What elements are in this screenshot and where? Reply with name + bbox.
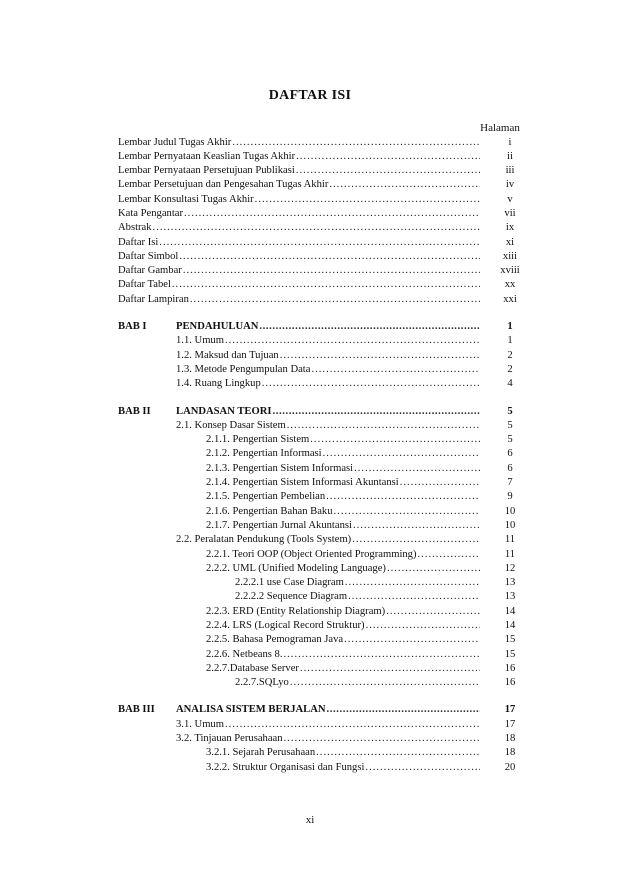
toc-entry-title-line [206, 447, 480, 461]
toc-entry [0, 505, 620, 519]
dot-leader [334, 505, 480, 519]
toc-page-number: iv [505, 179, 515, 191]
toc-entry-title: 2.2.2. UML (Unified Modeling Language) [206, 562, 386, 574]
toc-entry-title-line [176, 334, 480, 348]
toc-page-number: 18 [504, 747, 516, 759]
toc-entry-title-line [118, 150, 480, 164]
toc-page-number: 14 [504, 605, 516, 617]
toc-entry-title: 3.1. Umum [176, 718, 224, 730]
dot-leader [310, 433, 480, 447]
chapter-number: BAB II [118, 405, 151, 417]
toc-page-number: 10 [504, 505, 516, 517]
dot-leader [280, 349, 480, 363]
toc-page-number: 10 [504, 519, 516, 531]
toc-entry [0, 605, 620, 619]
toc-entry-title-line [176, 363, 480, 377]
dot-leader [190, 293, 480, 307]
dot-leader [329, 178, 480, 192]
toc-entry-title-line [206, 605, 480, 619]
toc-entry [0, 363, 620, 377]
toc-entry-title: 3.2.1. Sejarah Perusahaan [206, 747, 316, 759]
toc-entry-title: 3.2.2. Struktur Organisasi dan Fungsi [206, 761, 365, 773]
page-column-header: Halaman [480, 122, 520, 134]
toc-entry [0, 419, 620, 433]
toc-entry-title: 2.1.3. Pengertian Sistem Informasi [206, 462, 354, 474]
dot-leader [296, 164, 480, 178]
toc-entry-title-line [206, 619, 480, 633]
toc-entry [0, 377, 620, 391]
toc-entry-title: Daftar Isi [118, 236, 159, 248]
toc-page-number: xviii [500, 265, 520, 277]
toc-entry [0, 136, 620, 150]
toc-entry-title: 2.1.2. Pengertian Informasi [206, 448, 322, 460]
toc-entry-title: PENDAHULUAN [176, 321, 259, 333]
toc-entry [0, 590, 620, 604]
toc-entry-title: ANALISA SISTEM BERJALAN [176, 704, 326, 716]
dot-leader [345, 576, 480, 590]
toc-entry-title: LANDASAN TEORI [176, 405, 272, 417]
dot-leader [327, 703, 480, 717]
toc-entry-title-line [118, 250, 480, 264]
toc-entry [0, 476, 620, 490]
toc-entry [0, 548, 620, 562]
toc-entry-title: 2.2.1. Teori OOP (Object Oriented Programming) [206, 548, 417, 560]
toc-page-number: 16 [504, 662, 516, 674]
toc-page-number: 15 [504, 648, 516, 660]
toc-entry [0, 150, 620, 164]
dot-leader [311, 363, 480, 377]
toc-entry-title-line [176, 732, 480, 746]
toc-entry-title-line [206, 761, 480, 775]
toc-entry-title: 2.2.2.2 Sequence Diagram [235, 591, 348, 603]
toc-page-number: iii [505, 165, 515, 177]
dot-leader [284, 732, 480, 746]
toc-entry-title: Daftar Tabel [118, 279, 171, 291]
dot-leader [290, 676, 480, 690]
toc-page-number: 18 [504, 733, 516, 745]
toc-page-number: 11 [504, 548, 516, 560]
toc-entry-title-line [206, 633, 480, 647]
toc-entry-title-line [206, 648, 480, 662]
chapter-heading [0, 703, 620, 717]
dot-leader [272, 405, 480, 419]
page-number: xi [305, 814, 315, 826]
dot-leader [262, 377, 480, 391]
toc-entry-title-line [235, 676, 480, 690]
toc-entry-title: Daftar Gambar [118, 265, 182, 277]
toc-entry-title: 2.2.4. LRS (Logical Record Struktur) [206, 620, 365, 631]
toc-entry-title: Lembar Konsultasi Tugas Akhir [118, 193, 254, 205]
toc-entry [0, 349, 620, 363]
dot-leader [225, 718, 480, 732]
toc-entry-title: 1.4. Ruang Lingkup [176, 378, 261, 390]
toc-entry [0, 533, 620, 547]
toc-entry-title-line [176, 320, 480, 334]
toc-entry-title-line [176, 718, 480, 732]
toc-entry [0, 236, 620, 250]
toc-entry [0, 562, 620, 576]
dot-leader [348, 590, 480, 604]
toc-entry-title: Lembar Persetujuan dan Pengesahan Tugas Akhir [118, 179, 329, 191]
dot-leader [386, 605, 480, 619]
chapter-heading [0, 320, 620, 334]
toc-entry-title: 2.1. Konsep Dasar Sistem [176, 419, 286, 431]
toc-entry-title-line [118, 236, 480, 250]
dot-leader [387, 562, 480, 576]
toc-entry [0, 193, 620, 207]
toc-entry-title-line [118, 178, 480, 192]
dot-leader [418, 548, 480, 562]
section-spacer [0, 307, 620, 320]
toc-entry-title: 2.2. Peralatan Pendukung (Tools System) [176, 534, 352, 546]
dot-leader [296, 150, 480, 164]
toc-entry-title-line [118, 264, 480, 278]
toc-page-number: 5 [507, 434, 513, 446]
toc-entry-title-line [206, 519, 480, 533]
toc-entry [0, 490, 620, 504]
dot-leader [400, 476, 480, 490]
toc-page-number: xiii [502, 250, 518, 262]
toc-entry [0, 662, 620, 676]
toc-entry-title-line [206, 662, 480, 676]
toc-entry [0, 633, 620, 647]
toc-entry [0, 676, 620, 690]
toc-entry [0, 519, 620, 533]
toc-page-number: 5 [507, 419, 513, 431]
toc-entry-title-line [206, 548, 480, 562]
toc-entry-title: Daftar Simbol [118, 250, 179, 262]
toc-entry [0, 746, 620, 760]
toc-entry-title-line [118, 164, 480, 178]
toc-page-number: 14 [504, 620, 516, 631]
toc-page-number: 2 [507, 349, 513, 361]
dot-leader [344, 633, 480, 647]
dot-leader [316, 746, 480, 760]
toc-entry-title-line [118, 207, 480, 221]
chapter-number: BAB I [118, 321, 147, 333]
toc-entry-title: 2.1.5. Pengertian Pembelian [206, 491, 326, 503]
toc-entry-title-line [176, 419, 480, 433]
dot-leader [259, 320, 480, 334]
dot-leader [354, 462, 480, 476]
dot-leader [287, 419, 480, 433]
toc-page-number: 17 [504, 718, 516, 730]
toc-entry [0, 278, 620, 292]
toc-entry-title-line [206, 562, 480, 576]
table-of-contents [0, 136, 620, 775]
dot-leader [172, 278, 480, 292]
dot-leader [284, 648, 481, 662]
toc-entry [0, 433, 620, 447]
toc-entry-title-line [206, 490, 480, 504]
toc-entry-title: 2.2.7.SQLyo [235, 677, 289, 689]
toc-page-number: 5 [507, 405, 513, 417]
dot-leader [184, 207, 480, 221]
toc-entry [0, 447, 620, 461]
chapter-heading [0, 405, 620, 419]
toc-entry [0, 718, 620, 732]
toc-entry-title: Lembar Pernyataan Persetujuan Publikasi [118, 165, 295, 177]
page-title: DAFTAR ISI [268, 88, 352, 103]
toc-page-number: 12 [504, 562, 516, 574]
toc-page-number: ix [505, 222, 515, 234]
toc-entry-title: 2.1.6. Pengertian Bahan Baku [206, 505, 333, 517]
toc-entry-title-line [235, 576, 480, 590]
toc-entry-title: Lembar Judul Tugas Akhir [118, 136, 232, 148]
toc-page-number: ii [507, 150, 513, 162]
toc-entry-title: 3.2. Tinjauan Perusahaan [176, 733, 283, 745]
toc-entry-title-line [176, 533, 480, 547]
dot-leader [225, 334, 480, 348]
toc-entry [0, 293, 620, 307]
toc-entry-title: Abstrak [118, 222, 152, 234]
toc-page-number: 4 [507, 378, 513, 390]
toc-entry [0, 619, 620, 633]
dot-leader [323, 447, 480, 461]
toc-entry [0, 462, 620, 476]
toc-entry-title: Lembar Pernyataan Keaslian Tugas Akhir [118, 150, 296, 162]
toc-entry [0, 221, 620, 235]
toc-entry-title-line [206, 476, 480, 490]
toc-entry-title-line [206, 746, 480, 760]
toc-entry-title: 2.2.5. Bahasa Pemograman Java [206, 634, 344, 646]
toc-entry [0, 334, 620, 348]
toc-page-number: 6 [507, 462, 513, 474]
toc-entry-title: 2.2.7.Database Server [206, 662, 299, 674]
toc-entry-title: Kata Pengantar [118, 207, 184, 219]
toc-entry-title: 1.2. Maksud dan Tujuan [176, 349, 279, 361]
toc-entry [0, 178, 620, 192]
toc-page-number: 6 [507, 448, 513, 460]
toc-entry [0, 732, 620, 746]
toc-entry-title-line [118, 221, 480, 235]
toc-page-number: 13 [504, 591, 516, 603]
dot-leader [255, 193, 480, 207]
toc-entry-title-line [206, 462, 480, 476]
toc-entry [0, 250, 620, 264]
toc-entry-title: 2.2.6. Netbeans 8. [206, 648, 283, 660]
toc-entry-title: 2.1.1. Pengertian Sistem [206, 434, 310, 446]
dot-leader [153, 221, 480, 235]
toc-entry-title: 2.1.7. Pengertian Jurnal Akuntansi [206, 519, 352, 531]
toc-entry-title-line [176, 349, 480, 363]
toc-page-number: xi [505, 236, 515, 248]
dot-leader [179, 250, 480, 264]
toc-entry [0, 648, 620, 662]
toc-entry-title: 2.1.4. Pengertian Sistem Informasi Akuntansi [206, 477, 399, 489]
toc-entry [0, 207, 620, 221]
dot-leader [300, 662, 480, 676]
dot-leader [183, 264, 480, 278]
dot-leader [353, 519, 480, 533]
dot-leader [366, 619, 480, 633]
toc-page-number: v [507, 193, 513, 205]
toc-page-number: 2 [507, 363, 513, 375]
toc-entry [0, 761, 620, 775]
dot-leader [159, 236, 480, 250]
toc-entry-title: 2.2.2.1 use Case Diagram [235, 577, 344, 589]
toc-entry-title-line [118, 193, 480, 207]
toc-entry-title-line [235, 590, 480, 604]
toc-page-number: vii [504, 207, 516, 219]
toc-entry-title-line [176, 703, 480, 717]
toc-entry-title-line [118, 136, 480, 150]
toc-page-number: 16 [504, 677, 516, 689]
dot-leader [326, 490, 480, 504]
toc-page-number: 15 [504, 634, 516, 646]
toc-entry-title-line [206, 433, 480, 447]
toc-entry-title-line [118, 293, 480, 307]
toc-page-number: 7 [507, 477, 513, 489]
toc-page-number: 11 [504, 534, 516, 546]
toc-page-number: i [508, 136, 512, 148]
toc-entry-title-line [118, 278, 480, 292]
toc-entry-title-line [206, 505, 480, 519]
dot-leader [365, 761, 480, 775]
toc-page-number: 13 [504, 577, 516, 589]
toc-page-number: xxi [503, 293, 517, 305]
toc-entry-title: 1.3. Metode Pengumpulan Data [176, 363, 311, 375]
toc-entry [0, 576, 620, 590]
section-spacer [0, 690, 620, 703]
toc-entry [0, 164, 620, 178]
toc-entry-title: 1.1. Umum [176, 335, 224, 347]
dot-leader [352, 533, 480, 547]
toc-page-number: 1 [507, 321, 513, 333]
toc-entry-title-line [176, 377, 480, 391]
toc-page-number: 1 [507, 335, 513, 347]
toc-entry-title-line [176, 405, 480, 419]
toc-page-number: xx [504, 279, 516, 291]
section-spacer [0, 392, 620, 405]
toc-entry [0, 264, 620, 278]
toc-entry-title: 2.2.3. ERD (Entity Relationship Diagram) [206, 605, 386, 617]
toc-page-number: 20 [504, 761, 516, 773]
toc-page-number: 9 [507, 491, 513, 503]
toc-page-number: 17 [504, 704, 516, 716]
chapter-number: BAB III [118, 704, 155, 716]
dot-leader [232, 136, 480, 150]
toc-entry-title: Daftar Lampiran [118, 293, 189, 305]
